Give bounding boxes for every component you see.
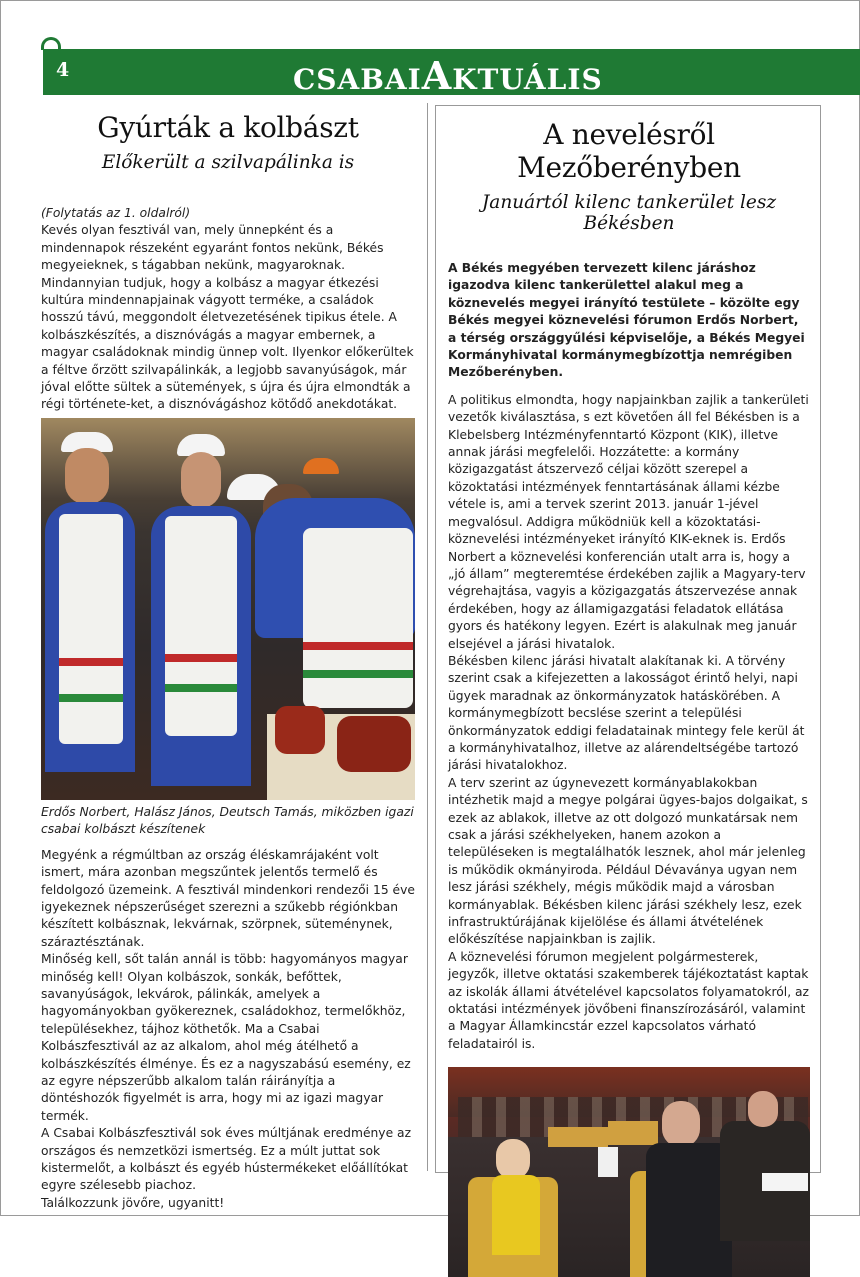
sausage-making-photo [41, 418, 415, 800]
right-paragraph: Békésben kilenc járási hivatalt alakítanak ki. A törvény szerint csak a kifejezetten a lakosságot érintő helyi, napi ügyek maradnak az önkormányzatok hatáskörében. A kormánymegbízott becslése szerint a települési önkormányzatok eddigi feladatainak mintegy fele kerül át a kormányhivatalhoz, illetve az alárendeltségébe tartozó járási hivatalokhoz. [448, 653, 805, 773]
left-paragraph: A Csabai Kolbászfesztivál sok éves múltjának eredménye az országos és nemzetközi ismertség. Ez a múlt juttat sok kistermelőt, a kolbászt és egyéb hústermékeket előállítókat egyre szélesebb piachoz. [41, 1126, 412, 1193]
publication-title: CSABAIAKTUÁLIS [293, 53, 603, 98]
left-paragraph: Kevés olyan fesztivál van, mely ünnepként és a mindennapok részeként egyaránt fontos nekünk, Békés megyeieknek, s tágabban nekünk, magyaroknak. Mindannyian tudjuk, hogy a kolbász a magyar étkezési kultúra mindennapjainak vágyott terméke, a családok hosszú távú, meggondolt életvezetésének tipikus étele. A kolbászkészítés, a disznóvágás a magyar embernek, a magyar családoknak mindig ünnep volt. Ilyenkor előkerültek a féltve őrzött szilvapálinkák, a legjobb savanyúságok, már jóval előtte sültek a sütemények, s újra és újra elmondták a régi története-ket, a disznóvágáshoz kötődő anekdotákat. [41, 223, 414, 412]
left-article-body-bottom [41, 847, 415, 1213]
left-paragraph: Találkozzunk jövőre, ugyanitt! [41, 1195, 225, 1210]
continued-note: (Folytatás az 1. oldalról) [41, 206, 191, 220]
right-paragraph: A terv szerint az úgynevezett kormányablakokban intézhetik majd a megye polgárai ügyes-bajos dolgaikat, s ezek az ablakok, illetve az ott dolgozó munkatársak nem csak a járási székhelyeken, hanem azokon a településeken is megtalálhatók lesznek, ahol már jelenleg is működik okmányiroda. Például Dévaványa ugyan nem lesz járási székhely, mégis működik majd a városban kormányablak. Békésben kilenc járási székhely lesz, ezek infrastruktúrájának kijelölése és állami átvételének előkészítése napjainkban is zajlik. [448, 775, 808, 947]
photo-caption: Erdős Norbert, Halász János, Deutsch Tamás, miközben igazi csabai kolbászt készítenek [41, 804, 414, 837]
right-paragraph: A köznevelési fórumon megjelent polgármesterek, jegyzők, illetve oktatási szakemberek tájékoztatást kaptak az iskolák állami átvételével kapcsolatos folyamatokról, az oktatási intézmények jövőbeni finanszírozásáról, valamint a Magyar Államkincstár ezzel kapcsolatos várható feladatairól is. [448, 949, 809, 1051]
left-article-subtitle: Előkerült a szilvapálinka is [101, 152, 355, 173]
left-article-body-top [41, 205, 415, 414]
right-article-subtitle: Januártól kilenc tankerület lesz Békésben [481, 192, 777, 234]
left-paragraph: Minőség kell, sőt talán annál is több: hagyományos magyar minőség kell! Olyan kolbászok, sonkák, befőttek, savanyúságok, lekvárok, pálinkák, amelyek a hagyományokban gyökereznek, családokhoz, termelőkhöz, településekhez, tájhoz köthetők. Ma a Csabai Kolbászfesztivál az az alkalom, ahol még átélhető a kolbászkészítés élménye. És ez a nagyszabású esemény, ez az egyre népszerűbb alkalom talán ráirányítja a döntéshozók figyelmét is arra, hogy mi az igazi magyar termék. [41, 952, 411, 1123]
column-divider [427, 103, 428, 1171]
right-article-title: A nevelésről Mezőberényben [517, 118, 741, 184]
right-article-body [448, 260, 810, 1053]
right-article-lead: A Békés megyében tervezett kilenc járáshoz igazodva kilenc tankerülettel alakul meg a köznevelés megyei irányító testülete – közölte egy Békés megyei köznevelési fórumon Erdős Norbert, a térség országgyűlési képviselője, a Békés Megyei Kormányhivatal kormánymegbízottja nemrégiben Mezőberényben. [448, 261, 805, 380]
forum-audience-photo [448, 1067, 810, 1277]
right-paragraph: A politikus elmondta, hogy napjainkban zajlik a tankerületi vezetők kiválasztása, s ezt követően áll fel Békésben is a Klebelsberg Intézményfenntartó Központ (KIK), illetve annak járási megfelelői. Hozzátette: a kormány közigazgatást átszervező céljai között szerepel a közoktatási intézmények fenntartásának állami kézbe vétele is, ami a tervek szerint 2013. január 1-jével megvalósul. Addigra működniük kell a közoktatási-köznevelési intézményeket irányító KIK-eknek is. Erdős Norbert a köznevelési konferencián utalt arra is, hogy a „jó állam” megteremtése érdekében zajlik a Magyary-terv végrehajtása, vagyis a közigazgatás átszervezése annak érdekében, hogy az államigazgatási feladatok ellátása gyors és hatékony legyen. Ezért is alakulnak meg január elsejével a járási hivatalok. [448, 392, 809, 651]
page-number: 4 [56, 59, 70, 81]
left-paragraph: Megyénk a régmúltban az ország éléskamrájaként volt ismert, mára azonban megszűntek jelentős termelő és feldolgozó üzemeink. A fesztivál mindenkori rendezői 15 éve igyekeznek népszerűséget szerezni a szűkebb régiónkban készített kolbásznak, lekvárnak, szörpnek, süteménynek, száraztésztának. [41, 847, 415, 949]
right-article [448, 118, 810, 1277]
left-article-title: Gyúrták a kolbászt [97, 111, 359, 144]
left-article [41, 111, 415, 1212]
right-article-box [435, 105, 821, 1173]
masthead-bar [43, 49, 860, 98]
